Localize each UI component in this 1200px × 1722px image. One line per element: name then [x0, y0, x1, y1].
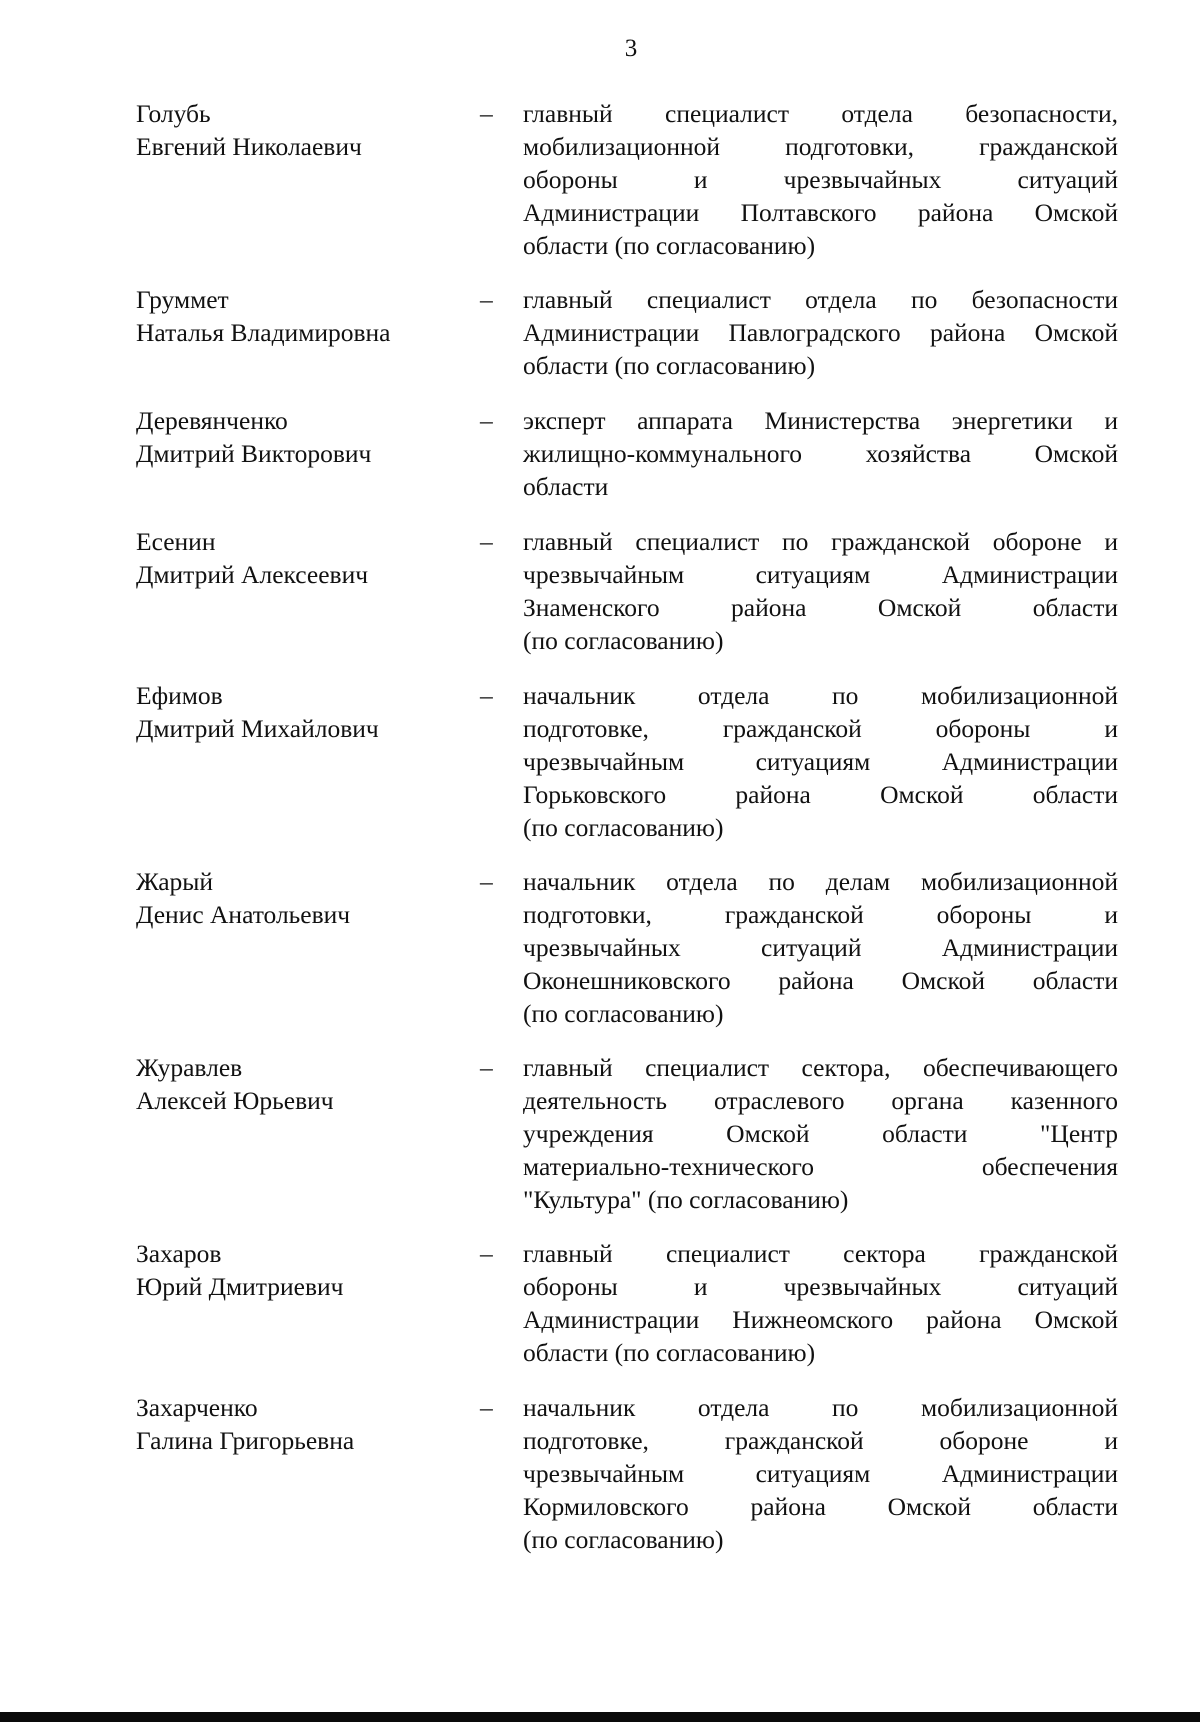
member-surname: Ефимов [136, 681, 223, 710]
member-given-name: Евгений Николаевич [136, 132, 362, 161]
member-surname: Жарый [136, 867, 214, 896]
member-position [523, 1237, 1118, 1369]
member-name [136, 525, 466, 591]
member-position [523, 1391, 1118, 1556]
member-position [523, 404, 1118, 503]
member-name [136, 1237, 466, 1303]
member-name [136, 283, 466, 349]
position-line: обороны и чрезвычайных ситуаций [523, 1272, 1118, 1301]
member-surname: Деревянченко [136, 406, 288, 435]
position-line: Администрации Нижнеомского района Омской [523, 1305, 1118, 1334]
member-position [523, 525, 1118, 657]
position-line: главный специалист отдела по безопасности [523, 285, 1118, 314]
position-line: Знаменского района Омской области [523, 593, 1118, 622]
position-line: чрезвычайных ситуаций Администрации [523, 933, 1118, 962]
position-line: (по согласованию) [523, 813, 724, 842]
position-line: начальник отдела по мобилизационной [523, 681, 1118, 710]
member-position [523, 679, 1118, 844]
position-line: (по согласованию) [523, 999, 724, 1028]
member-given-name: Наталья Владимировна [136, 318, 391, 347]
dash-separator: – [480, 681, 493, 710]
member-surname: Голубь [136, 99, 211, 128]
position-line: (по согласованию) [523, 626, 724, 655]
member-given-name: Денис Анатольевич [136, 900, 351, 929]
member-name [136, 679, 466, 745]
member-surname: Захаров [136, 1239, 222, 1268]
dash-separator: – [480, 285, 493, 314]
member-name [136, 1391, 466, 1457]
member-position [523, 865, 1118, 1030]
member-given-name: Дмитрий Викторович [136, 439, 372, 468]
member-given-name: Дмитрий Михайлович [136, 714, 379, 743]
member-surname: Груммет [136, 285, 229, 314]
position-line: чрезвычайным ситуациям Администрации [523, 560, 1118, 589]
position-line: деятельность отраслевого органа казенного [523, 1086, 1118, 1115]
position-line: Администрации Павлоградского района Омской [523, 318, 1118, 347]
member-surname: Есенин [136, 527, 216, 556]
position-line: "Культура" (по согласованию) [523, 1185, 849, 1214]
position-line: области [523, 472, 609, 501]
position-line: жилищно-коммунального хозяйства Омской [523, 439, 1118, 468]
member-position [523, 97, 1118, 262]
position-line: чрезвычайным ситуациям Администрации [523, 747, 1118, 776]
position-line: подготовке, гражданской обороны и [523, 714, 1118, 743]
position-line: эксперт аппарата Министерства энергетики и [523, 406, 1118, 435]
page-number: 3 [624, 35, 638, 62]
dash-separator: – [480, 99, 493, 128]
member-given-name: Юрий Дмитриевич [136, 1272, 344, 1301]
position-line: главный специалист по гражданской обороне и [523, 527, 1118, 556]
position-line: материально-технического обеспечения [523, 1152, 1118, 1181]
member-given-name: Галина Григорьевна [136, 1426, 355, 1455]
position-line: главный специалист сектора гражданской [523, 1239, 1118, 1268]
member-name [136, 404, 466, 470]
dash-separator: – [480, 527, 493, 556]
dash-separator: – [480, 406, 493, 435]
position-line: (по согласованию) [523, 1525, 724, 1554]
member-position [523, 1051, 1118, 1216]
dash-separator: – [480, 1239, 493, 1268]
position-line: Горьковского района Омской области [523, 780, 1118, 809]
dash-separator: – [480, 1393, 493, 1422]
position-line: мобилизационной подготовки, гражданской [523, 132, 1118, 161]
member-surname: Захарченко [136, 1393, 258, 1422]
position-line: Оконешниковского района Омской области [523, 966, 1118, 995]
position-line: главный специалист сектора, обеспечивающего [523, 1053, 1118, 1082]
position-line: начальник отдела по делам мобилизационной [523, 867, 1118, 896]
position-line: Администрации Полтавского района Омской [523, 198, 1118, 227]
position-line: подготовки, гражданской обороны и [523, 900, 1118, 929]
position-line: начальник отдела по мобилизационной [523, 1393, 1118, 1422]
member-given-name: Дмитрий Алексеевич [136, 560, 369, 589]
member-given-name: Алексей Юрьевич [136, 1086, 334, 1115]
dash-separator: – [480, 1053, 493, 1082]
dash-separator: – [480, 867, 493, 896]
member-name [136, 1051, 466, 1117]
member-position [523, 283, 1118, 382]
position-line: области (по согласованию) [523, 1338, 816, 1367]
position-line: главный специалист отдела безопасности, [523, 99, 1118, 128]
position-line: подготовке, гражданской обороне и [523, 1426, 1118, 1455]
bottom-scan-border [0, 1712, 1200, 1722]
position-line: области (по согласованию) [523, 231, 816, 260]
member-surname: Журавлев [136, 1053, 243, 1082]
position-line: чрезвычайным ситуациям Администрации [523, 1459, 1118, 1488]
position-line: учреждения Омской области "Центр [523, 1119, 1118, 1148]
member-name [136, 865, 466, 931]
position-line: Кормиловского района Омской области [523, 1492, 1118, 1521]
position-line: области (по согласованию) [523, 351, 816, 380]
member-name [136, 97, 466, 163]
position-line: обороны и чрезвычайных ситуаций [523, 165, 1118, 194]
